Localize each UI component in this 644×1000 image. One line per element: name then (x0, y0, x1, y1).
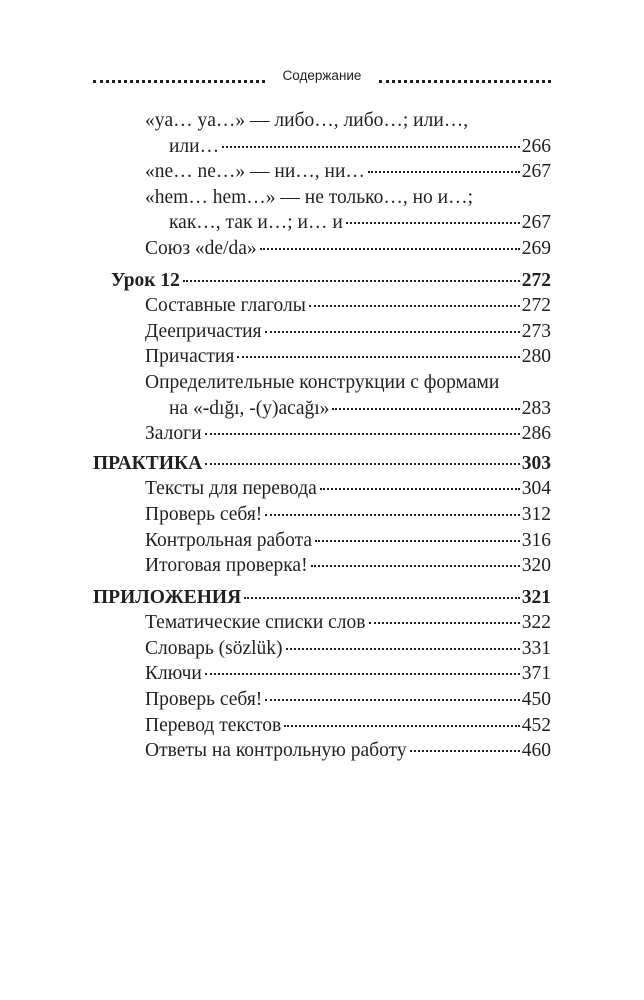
dot-leader (244, 597, 520, 599)
toc-entry-lesson-12[interactable] (93, 268, 551, 294)
dot-leader (260, 248, 520, 250)
dot-leader (205, 463, 520, 465)
page-title: Содержание (282, 67, 362, 83)
toc-entry-participles[interactable] (93, 344, 551, 370)
dot-leader (309, 305, 520, 307)
toc-page-number: 267 (521, 161, 551, 183)
dot-leader (237, 356, 519, 358)
toc-entry-label: Итоговая проверка! (145, 555, 308, 577)
toc-entry-label: Тематические списки слов (145, 612, 366, 634)
toc-entry-test[interactable] (93, 528, 551, 554)
toc-entry-label: Контрольная работа (145, 529, 313, 551)
running-head-right-rule (379, 80, 551, 83)
toc-page-number: 331 (521, 637, 551, 659)
toc-entry-label: Деепричастия (145, 320, 262, 342)
dot-leader (311, 565, 520, 567)
dot-leader (265, 699, 519, 701)
toc-page-number: 452 (521, 714, 551, 736)
toc-entry-label: Ключи (145, 663, 202, 685)
toc-entry-de-da[interactable] (93, 236, 551, 262)
toc-entry-practice[interactable] (93, 451, 551, 477)
toc-entry-label: как…, так и…; и… и (169, 212, 343, 234)
toc-entry-ne-ne[interactable] (93, 159, 551, 185)
toc-entry-check-yourself-1[interactable] (93, 502, 551, 528)
toc-page-number: 267 (521, 212, 551, 234)
toc-entry-label: Составные глаголы (145, 295, 306, 317)
toc-entry-voices[interactable] (93, 421, 551, 447)
toc-entry-attributive-line1: Определительные конструкции с формами (145, 371, 500, 393)
toc-page-number: 371 (521, 663, 551, 685)
toc-entry-label: Причастия (145, 346, 235, 368)
toc-entry-label: «ne… ne…» — ни…, ни… (145, 161, 365, 183)
toc-entry-label: Ответы на контрольную работу (145, 740, 407, 762)
dot-leader (265, 514, 519, 516)
toc-entry-final-check[interactable] (93, 553, 551, 579)
toc-entry-ya-ya[interactable] (93, 134, 551, 160)
toc-page-number: 304 (521, 478, 551, 500)
dot-leader (205, 673, 520, 675)
toc-page-number: 303 (521, 452, 551, 474)
dot-leader (320, 488, 520, 490)
toc-page-number: 273 (521, 320, 551, 342)
toc-page-number: 266 (521, 135, 551, 157)
toc-page-number: 316 (521, 529, 551, 551)
dot-leader (346, 222, 520, 224)
dot-leader (205, 433, 520, 435)
dot-leader (369, 622, 520, 624)
toc-entry-label: или… (169, 135, 220, 157)
toc-entry-ya-ya-line1: «ya… ya…» — либо…, либо…; или…, (145, 110, 469, 131)
toc-entry-check-yourself-2[interactable] (93, 687, 551, 713)
dot-leader (410, 750, 520, 752)
toc-page-number: 272 (521, 295, 551, 317)
toc-page-number: 321 (521, 586, 551, 608)
toc-page-number: 450 (521, 689, 551, 711)
toc-page-number: 286 (521, 423, 551, 445)
toc-entry-dictionary[interactable] (93, 636, 551, 662)
dot-leader (284, 725, 520, 727)
toc-entry-appendix[interactable] (93, 585, 551, 611)
dot-leader (222, 146, 520, 148)
dot-leader (265, 331, 520, 333)
toc-page-number: 269 (521, 237, 551, 259)
running-head-left-rule (93, 80, 265, 83)
toc-entry-hem-hem[interactable] (93, 210, 551, 236)
dot-leader (332, 408, 519, 410)
toc-entry-label: Проверь себя! (145, 689, 263, 711)
toc-entry-label: Союз «de/da» (145, 237, 257, 259)
toc-entry-label: Словарь (sözlük) (145, 637, 283, 659)
toc-page-number: 312 (521, 503, 551, 525)
toc-entry-texts[interactable] (93, 476, 551, 502)
toc-entry-text-translation[interactable] (93, 713, 551, 739)
toc-entry-label: на «-dığı, -(y)acağı» (169, 397, 330, 419)
dot-leader (286, 648, 520, 650)
toc-entry-label: Залоги (145, 423, 202, 445)
toc-entry-keys[interactable] (93, 661, 551, 687)
dot-leader (315, 540, 520, 542)
toc-page-number: 280 (521, 346, 551, 368)
toc-entry-word-lists[interactable] (93, 610, 551, 636)
toc-section-label: ПРИЛОЖЕНИЯ (93, 586, 242, 608)
dot-leader (183, 280, 520, 282)
toc-entry-gerunds[interactable] (93, 319, 551, 345)
toc-entry-label: Тексты для перевода (145, 478, 317, 500)
toc-page-number: 283 (521, 397, 551, 419)
table-of-contents (93, 108, 551, 764)
toc-entry-label: Перевод текстов (145, 714, 282, 736)
toc-section-label: Урок 12 (111, 269, 180, 291)
toc-entry-label: Проверь себя! (145, 503, 263, 525)
toc-entry-test-answers[interactable] (93, 738, 551, 764)
toc-entry-compound-verbs[interactable] (93, 293, 551, 319)
toc-page-number: 272 (521, 269, 551, 291)
toc-page-number: 322 (521, 612, 551, 634)
toc-page-number: 460 (521, 740, 551, 762)
toc-page-number: 320 (521, 555, 551, 577)
running-head (93, 64, 551, 86)
toc-entry-attributive[interactable] (93, 396, 551, 422)
toc-section-label: ПРАКТИКА (93, 452, 203, 474)
toc-entry-hem-hem-line1: «hem… hem…» — не только…, но и…; (145, 186, 474, 208)
dot-leader (368, 171, 520, 173)
